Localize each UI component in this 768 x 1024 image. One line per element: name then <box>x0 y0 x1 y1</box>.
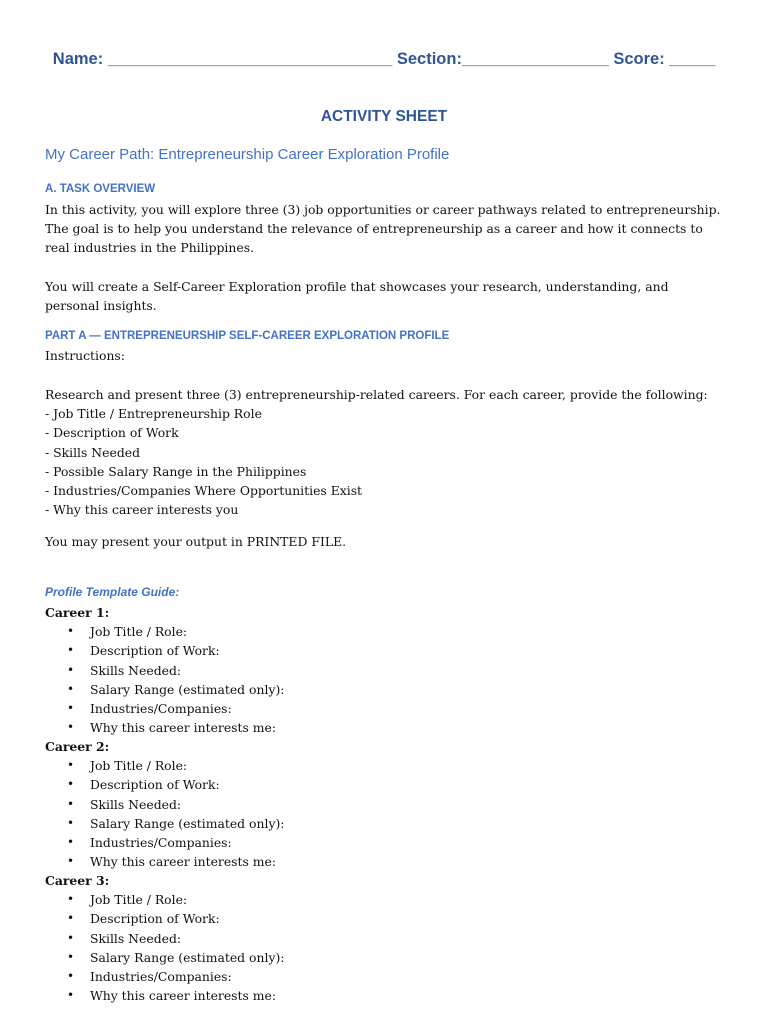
field-label: Industries/Companies: <box>90 700 232 716</box>
task-overview-heading: A. TASK OVERVIEW <box>45 183 156 195</box>
requirement-item: - Job Title / Entrepreneurship Role <box>45 406 262 422</box>
career-2-block <box>45 737 725 871</box>
sheet-title: ACTIVITY SHEET <box>320 108 448 125</box>
career-title: Career 1: <box>45 605 110 620</box>
list-item <box>45 814 725 833</box>
bullet-icon: • <box>67 624 75 639</box>
career-title: Career 2: <box>45 739 110 754</box>
list-item <box>45 795 725 814</box>
field-label: Why this career interests me: <box>90 854 277 870</box>
bullet-icon: • <box>67 834 75 849</box>
part-a-intro: Research and present three (3) entrepreneurship-related careers. For each career, provide the following: <box>45 387 708 402</box>
bullet-icon: • <box>67 815 75 830</box>
list-item <box>45 909 725 928</box>
bullet-icon: • <box>67 796 75 811</box>
list-item <box>45 929 725 948</box>
page-subtitle: My Career Path: Entrepreneurship Career Exploration Profile <box>45 146 450 163</box>
field-label: Job Title / Role: <box>90 892 188 908</box>
career-title: Career 3: <box>45 873 110 888</box>
field-label: Industries/Companies: <box>90 968 232 984</box>
field-label: Salary Range (estimated only): <box>90 815 285 831</box>
career-field-list <box>45 756 725 871</box>
bullet-icon: • <box>67 720 75 735</box>
list-item <box>45 833 725 852</box>
list-item <box>45 622 725 641</box>
bullet-icon: • <box>67 911 75 926</box>
list-item <box>45 641 725 660</box>
field-label: Job Title / Role: <box>90 624 188 640</box>
bullet-icon: • <box>67 700 75 715</box>
list-item <box>45 986 725 1005</box>
bullet-icon: • <box>67 854 75 869</box>
output-note-block <box>45 532 725 551</box>
name-section-score-line: Name: _______________________________ Section:________________ Score: _____ <box>52 50 716 68</box>
instructions-label-block <box>45 346 725 365</box>
list-item <box>45 948 725 967</box>
bullet-icon: • <box>67 930 75 945</box>
requirement-item: - Industries/Companies Where Opportunities Exist <box>45 482 363 498</box>
part-a-heading: PART A — ENTREPRENEURSHIP SELF-CAREER EXPLORATION PROFILE <box>45 330 450 342</box>
list-item <box>45 680 725 699</box>
requirement-item: - Possible Salary Range in the Philippines <box>45 463 307 479</box>
field-label: Salary Range (estimated only): <box>90 949 285 965</box>
instructions-label: Instructions: <box>45 348 125 363</box>
bullet-icon: • <box>67 968 75 983</box>
requirement-item: - Why this career interests you <box>45 502 239 518</box>
list-item <box>45 661 725 680</box>
bullet-icon: • <box>67 988 75 1003</box>
profile-template-guide-heading: Profile Template Guide: <box>45 585 180 599</box>
career-3-block <box>45 871 725 1005</box>
career-1-block <box>45 603 725 737</box>
field-label: Description of Work: <box>90 643 220 659</box>
bullet-icon: • <box>67 681 75 696</box>
list-item <box>45 775 725 794</box>
list-item <box>45 852 725 871</box>
task-overview-paragraph-1: In this activity, you will explore three (3) job opportunities or career pathways related to entrepreneurship. The goal is to help you understand the relevance of entrepreneurship as a career and how it connects to real industries in the Philippines. <box>45 202 721 255</box>
requirement-item: - Skills Needed <box>45 444 141 460</box>
list-item <box>45 699 725 718</box>
list-item <box>45 756 725 775</box>
bullet-icon: • <box>67 643 75 658</box>
list-item <box>45 718 725 737</box>
field-label: Skills Needed: <box>90 662 182 678</box>
list-item <box>45 967 725 986</box>
bullet-icon: • <box>67 892 75 907</box>
bullet-icon: • <box>67 777 75 792</box>
field-label: Why this career interests me: <box>90 720 277 736</box>
field-label: Industries/Companies: <box>90 834 232 850</box>
field-label: Salary Range (estimated only): <box>90 681 285 697</box>
task-overview-paragraph-2: You will create a Self-Career Exploration profile that showcases your research, understanding, and personal insights. <box>45 279 669 313</box>
part-a-requirements <box>45 385 725 519</box>
career-field-list <box>45 890 725 1005</box>
field-label: Job Title / Role: <box>90 758 188 774</box>
bullet-icon: • <box>67 758 75 773</box>
field-label: Skills Needed: <box>90 930 182 946</box>
field-label: Description of Work: <box>90 911 220 927</box>
bullet-icon: • <box>67 949 75 964</box>
field-label: Why this career interests me: <box>90 988 277 1004</box>
field-label: Skills Needed: <box>90 796 182 812</box>
bullet-icon: • <box>67 662 75 677</box>
requirement-item: - Description of Work <box>45 425 179 441</box>
career-field-list <box>45 622 725 737</box>
output-note: You may present your output in PRINTED FILE. <box>45 534 347 549</box>
field-label: Description of Work: <box>90 777 220 793</box>
list-item <box>45 890 725 909</box>
